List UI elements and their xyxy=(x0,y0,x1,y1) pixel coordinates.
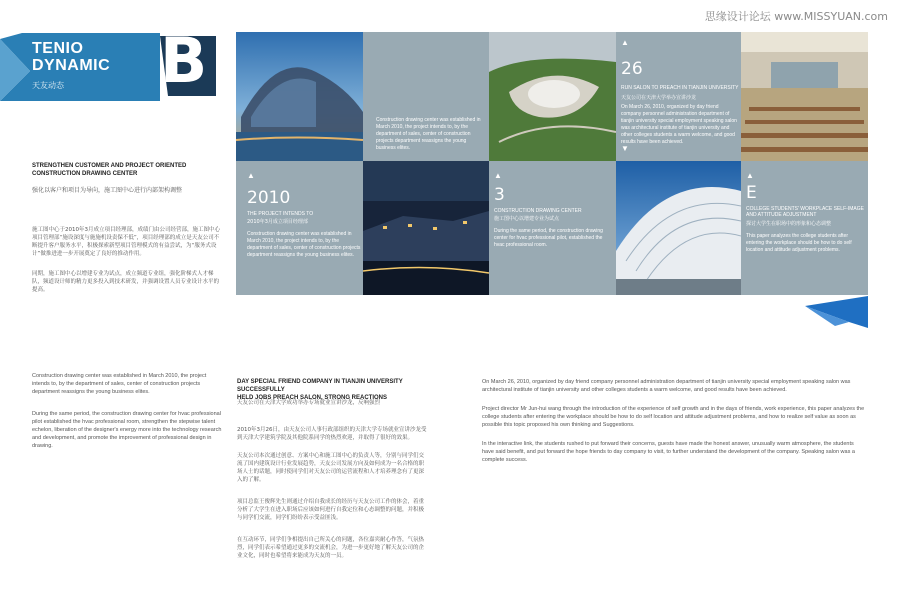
left-paragraph-2: 同期，施工图中心以增建专业为试点，成立频道专业组，强化阶梯式人才梯队，频道设计师的精力更多投入到技术研发，并强调设置人员专业设计水平的提高。 xyxy=(32,271,220,293)
middle-paragraph-2: 天友公司本次通过创意、方案中心和施工图中心的负责人等，分别与同学们交流了国内建筑设计行业发展趋势，天友公司发展方向及如何成为一名合格的职场人士的话题，同时使同学们对天友公司的运营流程和人才培养理念有了更深入的了解。 xyxy=(237,453,425,483)
tile-workplace-subtitle: 探讨大学生在职场中的形象和心态调整 xyxy=(746,221,832,227)
brand-title xyxy=(32,40,110,74)
tile-salon-body: On March 26, 2010, organized by day friend company personnel administration department of tianjin university special employment speaking salon was architectural institute of tianjin university and other colleges students a warm welcome, and good results have been achieved. xyxy=(621,104,737,145)
left-heading xyxy=(32,162,222,178)
tile-2010-body: Construction drawing center was established in March 2010, the project intends to, by the department of sales, center of construction projects department reassigns the young business elites. xyxy=(247,231,361,258)
tile-2010-title: THE PROJECT INTENDS TO xyxy=(247,211,314,217)
tile-workplace-letter: E xyxy=(746,183,757,203)
photo-white-structure xyxy=(616,161,741,295)
right-paragraph-1: On March 26, 2010, organized by day friend company personnel administration department of tianjin university special employment speaking salon was architectural institute of tianjin university and other colleges students a warm welcome, and good results have been achieved. xyxy=(482,379,851,393)
tile-caption-text: Construction drawing center was established in March 2010, the project intends to, by the department of sales, center of construction projects department reassigns the young business elites. xyxy=(376,117,481,151)
tile-workplace-title xyxy=(746,206,864,218)
photo-glass-building-art xyxy=(236,32,363,161)
middle-subheading: 天友公司在天津大学成功举办专场就业宣讲沙龙，反响强烈 xyxy=(237,400,381,406)
watermark: 思缘设计论坛 www.MISSYUAN.com xyxy=(704,10,888,23)
tile-drawing-center-title: CONSTRUCTION DRAWING CENTER xyxy=(494,208,582,214)
left-heading-cn: 强化以客户和项目为导向，施工图中心进行内部架构调整 xyxy=(32,187,183,194)
tile-drawing-center xyxy=(489,161,616,295)
tile-drawing-center-body: During the same period, the construction drawing center for hvac professional pilot, established the hvac professional room. xyxy=(494,228,603,248)
triangle-up-icon: ▲ xyxy=(746,171,754,180)
tile-2010 xyxy=(236,161,363,295)
photo-night-building xyxy=(363,161,489,295)
brand-title-line2: DYNAMIC xyxy=(32,57,111,74)
bottom-left-paragraph-2: During the same period, the construction drawing center for hvac professional pilot established the hvac professional room, strengthen the stepwise talent echelon, liberation of the designer's energy more into the technology research and development, and promote the improvement of professional design in drawing. xyxy=(32,411,222,449)
middle-paragraph-3: 项目总监王俊辉先生则通过介绍自我成长的经历与天友公司工作的体会，着重分析了大学生在进入职场后应该如何进行自我定位和心态调整的问题，并积极与同学们交流，同学们纷纷表示受益匪浅。 xyxy=(237,499,425,521)
blue-flag-accent xyxy=(805,296,869,328)
tile-salon-subtitle: 天友公司在天津大学举办宣讲沙龙 xyxy=(621,95,697,101)
photo-auditorium-art xyxy=(741,32,868,161)
left-paragraph-1: 施工图中心于2010年3月成立项目经理部，成绩门由公司经营部，施工图中心项目管理部“施设深度与施施机设责保不低”，项目经理部的成立是天友公司不断提升客户服务水平，积极探索新型项目管理模式的有益尝试，为“服务式设计”做推进进一步开展奠定了良好的推动作用。 xyxy=(32,227,220,257)
tile-2010-number: 2010 xyxy=(247,188,291,208)
tile-workplace-body: This paper analyzes the college students after entering the workplace should be how to do self location and attitude adjustment problems. xyxy=(746,233,852,253)
photo-night-building-art xyxy=(363,161,489,295)
photo-glass-building xyxy=(236,32,363,161)
brand-subtitle: 天友动态 xyxy=(32,81,64,90)
photo-auditorium xyxy=(741,32,868,161)
photo-aerial-hill xyxy=(489,32,616,161)
photo-white-structure-art xyxy=(616,161,741,295)
tile-workplace-title-line1: COLLEGE STUDENTS' WORKPLACE SELF-IMAGE xyxy=(746,206,864,212)
tile-salon-number: 26 xyxy=(621,59,643,79)
brand-title-line1: TENIO xyxy=(32,40,84,57)
middle-paragraph-4: 在互动环节，同学们争相提出自己所关心的问题，各位嘉宾耐心作答，气氛热烈，同学们表示希望通过更多的交流机会，为进一步更好地了解天友公司的企业文化，同时也希望将来能成为天友的一员。 xyxy=(237,537,425,559)
tile-workplace-title-line2: AND ATTITUDE ADJUSTMENT xyxy=(746,212,817,218)
left-heading-line1: STRENGTHEN CUSTOMER AND PROJECT ORIENTED xyxy=(32,163,187,169)
section-letter: B xyxy=(160,24,208,97)
middle-heading-line1: DAY SPECIAL FRIEND COMPANY IN TIANJIN UNIVERSITY SUCCESSFULLY xyxy=(237,379,403,393)
triangle-up-icon: ▲ xyxy=(621,38,629,47)
right-paragraph-3: In the interactive link, the students rushed to put forward their concerns, guests have made the honest answer, unusually warm atmosphere, the students have said benefit, and put forward the hope friends to day company to visit, to further understand the development of the company. Speaking salon was a complete success. xyxy=(482,441,855,463)
middle-heading-line2: HELD JOBS PREACH SALON, STRONG REACTIONS xyxy=(237,395,388,401)
tile-drawing-center-subtitle: 施工图中心以增建专业为试点 xyxy=(494,216,560,222)
tile-caption xyxy=(363,32,489,161)
tile-2010-subtitle: 2010年3月成立项目经理部 xyxy=(247,219,308,225)
tile-drawing-center-number: 3 xyxy=(494,185,505,205)
section-letter-block xyxy=(160,24,216,97)
triangle-up-icon: ▲ xyxy=(247,171,255,180)
bottom-left-paragraph-1: Construction drawing center was established in March 2010, the project intends to, by the department of sales, center of construction projects department reassigns the young business elites. xyxy=(32,373,207,395)
tile-salon xyxy=(616,32,741,161)
tile-salon-title: RUN SALON TO PREACH IN TIANJIN UNIVERSITY xyxy=(621,85,739,91)
middle-paragraph-1: 2010年3月26日，由天友公司人事行政部组织的天津大学专场就业宣讲沙龙受到天津大学建筑学院及其他院系同学的热烈欢迎，并取得了很好的效果。 xyxy=(237,427,427,441)
photo-aerial-hill-art xyxy=(489,32,616,161)
triangle-down-icon: ▼ xyxy=(621,144,629,153)
triangle-up-icon: ▲ xyxy=(494,171,502,180)
right-paragraph-2: Project director Mr Jun-hui wang through the introduction of the experience of self growth and in the days of friends, work experience, this paper analyzes the college students after entering the workplace should be how to do self location and attitude adjustment problems, and how to realize self value as soon as possible this topic proposed his own thinking and Suggestions. xyxy=(482,406,865,428)
tile-workplace xyxy=(741,161,868,295)
left-heading-line2: CONSTRUCTION DRAWING CENTER xyxy=(32,171,138,177)
